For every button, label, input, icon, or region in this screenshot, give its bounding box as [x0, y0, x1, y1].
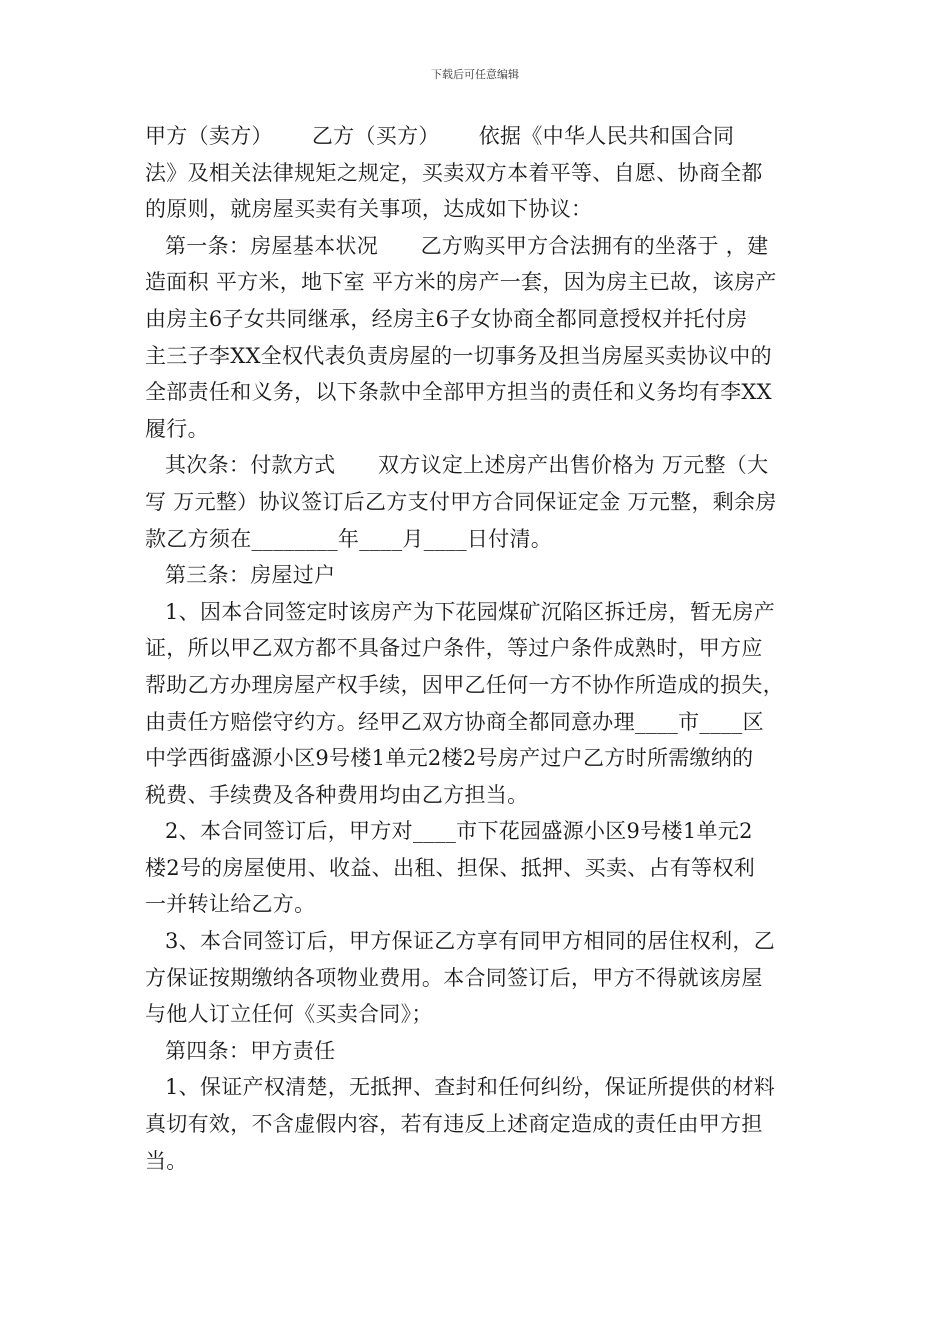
- text-line: 1、保证产权清楚，无抵押、查封和任何纠纷，保证所提供的材料: [165, 1075, 776, 1100]
- paragraph-article-4-title: [145, 1033, 810, 1070]
- text-line: 2、本合同签订后，甲方对____市下花园盛源小区9号楼1单元2: [165, 819, 753, 844]
- text-line: 的原则，就房屋买卖有关事项，达成如下协议：: [145, 197, 593, 222]
- text-line: 真切有效，不含虚假内容，若有违反上述商定造成的责任由甲方担: [145, 1112, 763, 1137]
- paragraph-article-3-title: [145, 557, 810, 594]
- text-line: 第四条：甲方责任: [165, 1038, 336, 1063]
- text-line: 当。: [145, 1148, 188, 1173]
- text-line: 由房主6子女共同继承，经房主6子女协商全都同意授权并托付房: [145, 306, 748, 331]
- paragraph-article-2: [145, 447, 810, 557]
- text-line: 主三子李XX全权代表负责房屋的一切事务及担当房屋买卖协议中的: [145, 343, 772, 368]
- text-line: 帮助乙方办理房屋产权手续，因甲乙任何一方不协作所造成的损失，: [145, 672, 784, 697]
- text-line: 法》及相关法律规矩之规定，买卖双方本着平等、自愿、协商全都: [145, 160, 763, 185]
- page-header-note: 下载后可任意编辑: [431, 68, 519, 81]
- paragraph-article-4-item-1: [145, 1069, 810, 1179]
- text-line: 造面积 平方米，地下室 平方米的房产一套，因为房主已故，该房产: [145, 270, 777, 295]
- text-line: 写 万元整）协议签订后乙方支付甲方合同保证定金 万元整，剩余房: [145, 489, 777, 514]
- text-line: 税费、手续费及各种费用均由乙方担当。: [145, 782, 529, 807]
- text-line: 第一条：房屋基本状况 乙方购买甲方合法拥有的坐落于 ，建: [165, 233, 769, 258]
- text-line: 3、本合同签订后，甲方保证乙方享有同甲方相同的居住权利，乙: [165, 929, 776, 954]
- text-line: 由责任方赔偿守约方。经甲乙双方协商全都同意办理____市____区: [145, 709, 764, 734]
- text-line: 证，所以甲乙双方都不具备过户条件，等过户条件成熟时，甲方应: [145, 636, 763, 661]
- text-line: 其次条：付款方式 双方议定上述房产出售价格为 万元整（大: [165, 453, 769, 478]
- text-line: 楼2号的房屋使用、收益、出租、担保、抵押、买卖、占有等权利: [145, 855, 756, 880]
- paragraph-intro: [145, 118, 810, 228]
- contract-body: [145, 118, 810, 1179]
- text-line: 方保证按期缴纳各项物业费用。本合同签订后，甲方不得就该房屋: [145, 965, 763, 990]
- text-line: 履行。: [145, 416, 209, 441]
- text-line: 甲方（卖方） 乙方（买方） 依据《中华人民共和国合同: [145, 124, 735, 148]
- text-line: 与他人订立任何《买卖合同》；: [145, 1002, 433, 1027]
- paragraph-article-3-item-1: [145, 594, 810, 814]
- text-line: 全部责任和义务，以下条款中全部甲方担当的责任和义务均有李XX: [145, 380, 772, 405]
- text-line: 1、因本合同签定时该房产为下花园煤矿沉陷区拆迁房，暂无房产: [165, 599, 776, 624]
- text-line: 一并转让给乙方。: [145, 892, 316, 917]
- text-line: 款乙方须在________年____月____日付清。: [145, 526, 553, 551]
- paragraph-article-1: [145, 228, 810, 448]
- paragraph-article-3-item-3: [145, 923, 810, 1033]
- text-line: 中学西街盛源小区9号楼1单元2楼2号房产过户乙方时所需缴纳的: [145, 746, 754, 771]
- text-line: 第三条：房屋过户: [165, 563, 336, 588]
- paragraph-article-3-item-2: [145, 813, 810, 923]
